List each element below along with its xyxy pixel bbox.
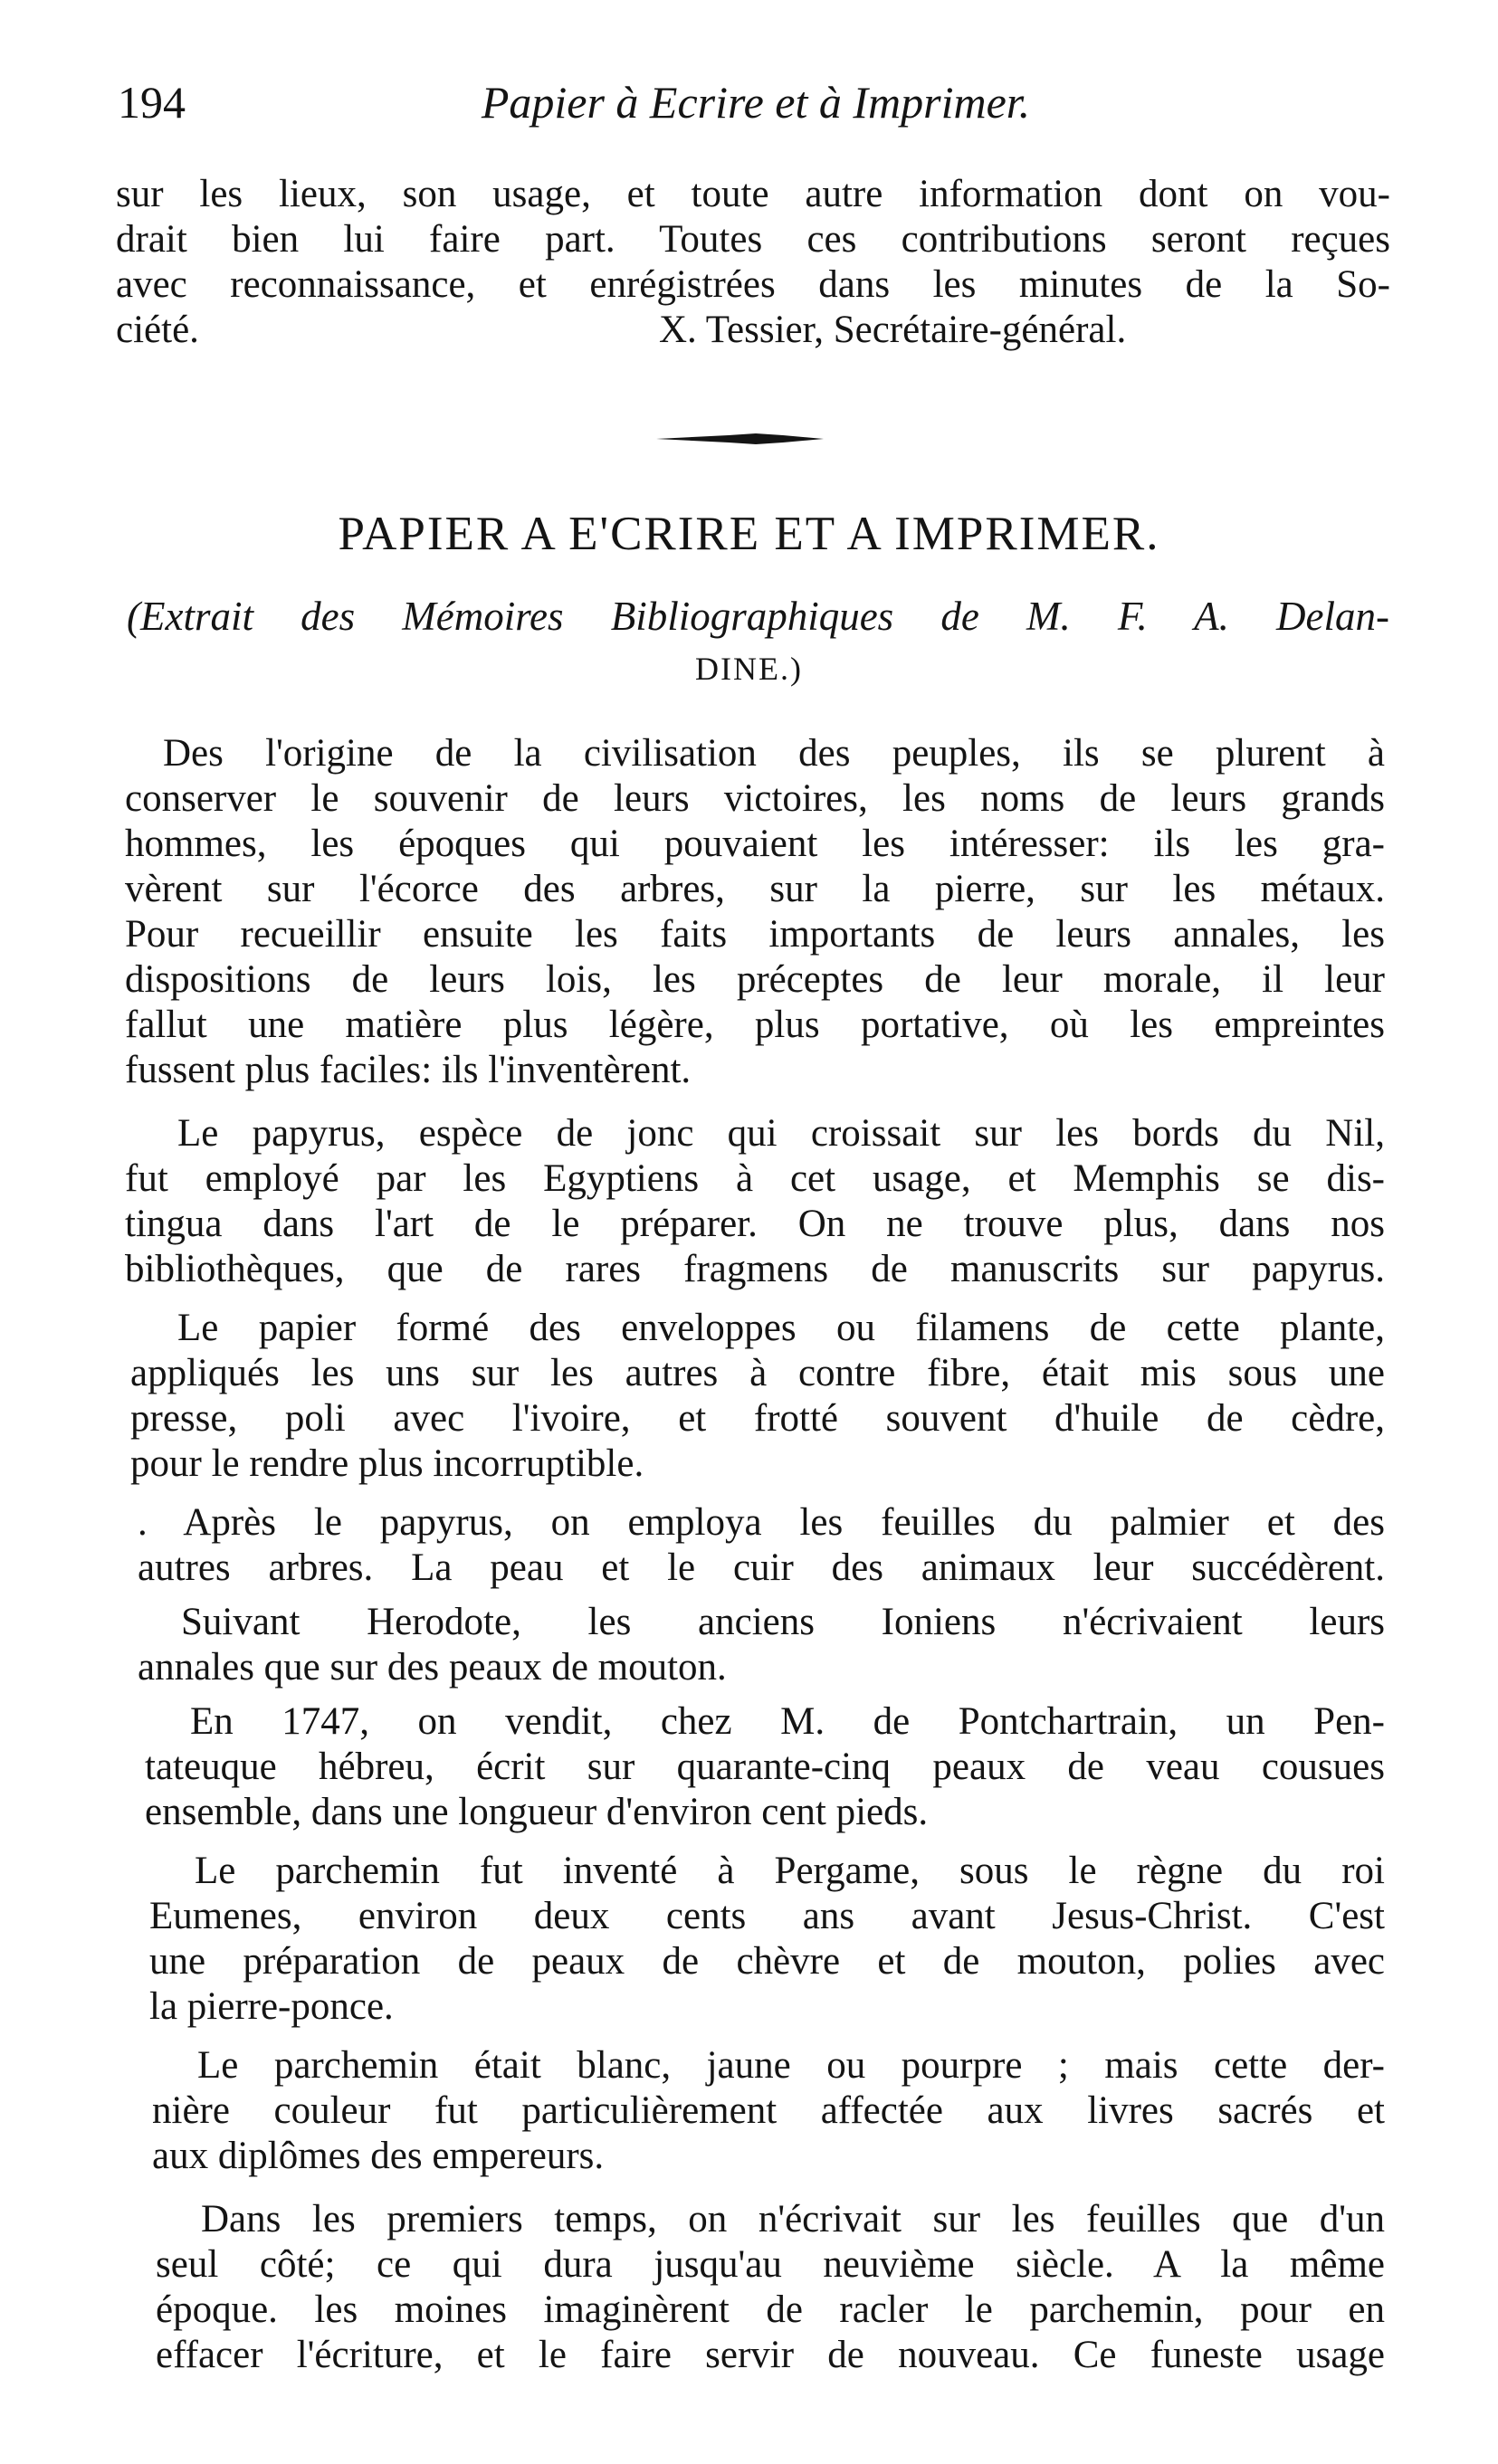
text-line: fussent plus faciles: ils l'inventèrent. <box>125 1049 692 1091</box>
text-line: dispositions de leurs lois, les préceptes de leur morale, il leur <box>125 958 1385 1001</box>
text-line: vèrent sur l'écorce des arbres, sur la pierre, sur les métaux. <box>125 868 1385 910</box>
text-line: autres arbres. La peau et le cuir des animaux leur succédèrent. <box>138 1546 1385 1589</box>
section-divider <box>656 433 824 445</box>
text-line: bibliothèques, que de rares fragmens de manuscrits sur papyrus. <box>125 1248 1385 1290</box>
text-line: Des l'origine de la civilisation des peuples, ils se plurent à <box>163 732 1385 775</box>
article-source-line: (Extrait des Mémoires Bibliographiques de M. F. A. Delan- <box>127 594 1389 639</box>
article-title: PAPIER A E'CRIRE ET A IMPRIMER. <box>338 508 1160 560</box>
text-line: effacer l'écriture, et le faire servir de nouveau. Ce funeste usage <box>156 2334 1385 2376</box>
text-line: Le parchemin était blanc, jaune ou pourpre ; mais cette der- <box>197 2044 1385 2087</box>
page-number: 194 <box>118 77 186 128</box>
running-title: Papier à Ecrire et à Imprimer. <box>481 77 1031 128</box>
text-line: conserver le souvenir de leurs victoires, les noms de leurs grands <box>125 777 1385 820</box>
text-line: Le parchemin fut inventé à Pergame, sous le règne du roi <box>195 1850 1385 1892</box>
text-line: En 1747, on vendit, chez M. de Pontchartrain, un Pen- <box>190 1700 1385 1743</box>
text-line: la pierre-ponce. <box>149 1985 394 2028</box>
text-line: avec reconnaissance, et enrégistrées dans les minutes de la So- <box>116 263 1390 306</box>
text-line: . Après le papyrus, on employa les feuilles du palmier et des <box>138 1501 1385 1544</box>
text-line: hommes, les époques qui pouvaient les intéresser: ils les gra- <box>125 823 1385 865</box>
text-line: ensemble, dans une longueur d'environ cent pieds. <box>145 1791 929 1833</box>
text-line: tateuque hébreu, écrit sur quarante-cinq peaux de veau cousues <box>145 1746 1385 1788</box>
text-line: annales que sur des peaux de mouton. <box>138 1646 727 1689</box>
text-line: époque. les moines imaginèrent de racler le parchemin, pour en <box>156 2288 1385 2331</box>
text-line: Le papier formé des enveloppes ou filamens de cette plante, <box>177 1307 1385 1349</box>
signature: X. Tessier, Secrétaire-général. <box>659 309 1127 351</box>
text-line: pour le rendre plus incorruptible. <box>130 1442 644 1485</box>
text-line: une préparation de peaux de chèvre et de mouton, polies avec <box>149 1940 1385 1983</box>
text-line: sur les lieux, son usage, et toute autre information dont on vou- <box>116 173 1390 215</box>
text-line: drait bien lui faire part. Toutes ces contributions seront reçues <box>116 218 1390 261</box>
text-line: fut employé par les Egyptiens à cet usage, et Memphis se dis- <box>125 1157 1385 1200</box>
article-source-line-end: DINE.) <box>695 651 803 687</box>
text-line: nière couleur fut particulièrement affectée aux livres sacrés et <box>152 2089 1385 2132</box>
text-line: Dans les premiers temps, on n'écrivait sur les feuilles que d'un <box>201 2198 1385 2240</box>
text-line: appliqués les uns sur les autres à contre fibre, était mis sous une <box>130 1352 1385 1394</box>
text-line: aux diplômes des empereurs. <box>152 2135 605 2177</box>
text-line: Suivant Herodote, les anciens Ioniens n'écrivaient leurs <box>181 1601 1385 1643</box>
text-line: presse, poli avec l'ivoire, et frotté souvent d'huile de cèdre, <box>130 1397 1385 1440</box>
running-header <box>109 71 1403 134</box>
text-line: seul côté; ce qui dura jusqu'au neuvième siècle. A la même <box>156 2243 1385 2286</box>
text-line: Pour recueillir ensuite les faits importants de leurs annales, les <box>125 913 1385 956</box>
text-line: Le papyrus, espèce de jonc qui croissait sur les bords du Nil, <box>177 1112 1385 1155</box>
text-line: Eumenes, environ deux cents ans avant Jesus-Christ. C'est <box>149 1895 1385 1937</box>
text-line: fallut une matière plus légère, plus portative, où les empreintes <box>125 1004 1385 1046</box>
text-line: ciété. <box>116 309 199 351</box>
text-line: tingua dans l'art de le préparer. On ne trouve plus, dans nos <box>125 1203 1385 1245</box>
